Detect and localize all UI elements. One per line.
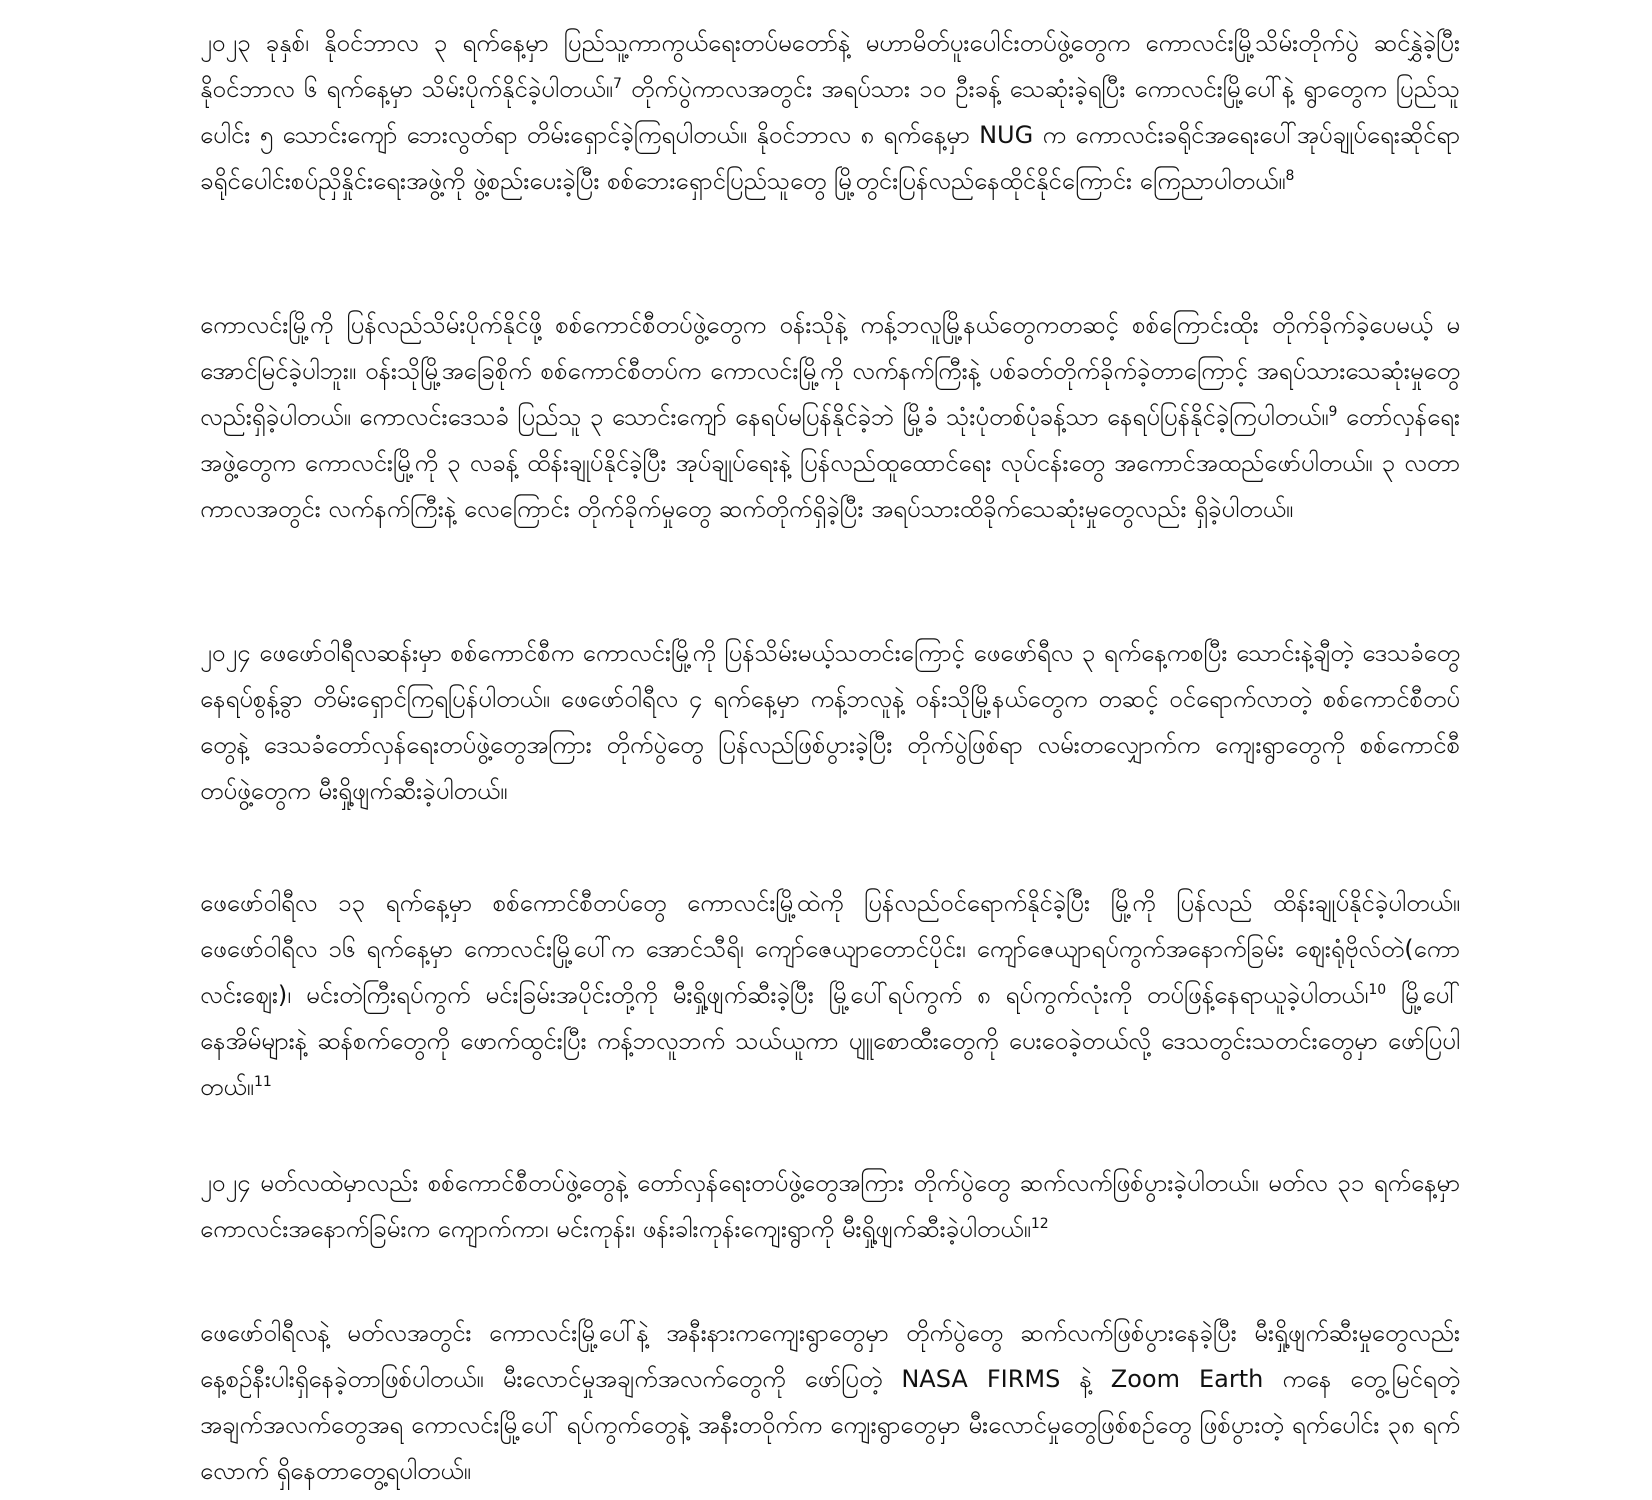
footnote-ref[interactable]: 9 bbox=[1328, 404, 1338, 420]
paragraph-text: ၂၀၂၄ မတ်လထဲမှာလည်း စစ်ကောင်စီတပ်ဖွဲ့တွေနဲ့ တော်လှန်ရေးတပ်ဖွဲ့တွေအကြား တိုက်ပွဲတွေ ဆက်လက်ဖြစ်ပွားခဲ့ပါတယ်။ မတ်လ ၃၁ ရက်နေ့မှာ ကောလင်းအနောက်ခြမ်းက ကျောက်ကာ၊ မင်းကုန်း၊ ဖန်းခါးကုန်းကျေးရွာကို မီးရှို့ဖျက်ဆီးခဲ့ပါတယ်။ bbox=[200, 1169, 1460, 1243]
footnote-ref[interactable]: 10 bbox=[1368, 982, 1387, 998]
paragraph-text: မြို့ပေါ်နေအိမ်များနဲ့ ဆန်စက်တွေကို ဖောက်ထွင်းပြီး ကန့်ဘလူဘက် သယ်ယူကာ ပျူစောထီးတွေကို ပေးဝေခဲ့တယ်လို့ ဒေသတွင်းသတင်းတွေမှာ ဖော်ပြပါတယ်။ bbox=[200, 981, 1460, 1101]
footnote-ref[interactable]: 7 bbox=[612, 76, 622, 92]
paragraph-1 bbox=[200, 20, 1460, 204]
paragraph-text: ၂၀၂၃ ခုနှစ်၊ နိုဝင်ဘာလ ၃ ရက်နေ့မှာ ပြည်သူ့ကာကွယ်ရေးတပ်မတော်နဲ့ မဟာမိတ်ပူးပေါင်းတပ်ဖွဲ့တွေက ကောလင်းမြို့သိမ်းတိုက်ပွဲ ဆင်နွှဲခဲ့ပြီး နိုဝင်ဘာလ ၆ ရက်နေ့မှာ သိမ်းပိုက်နိုင်ခဲ့ပါတယ်။ bbox=[200, 29, 1460, 103]
paragraph-text: တိုက်ပွဲကာလအတွင်း အရပ်သား ၁၀ ဦးခန့် သေဆုံးခဲ့ရပြီး ကောလင်းမြို့ပေါ်နဲ့ ရွာတွေက ပြည်သူပေါင်း ၅ သောင်းကျော် ဘေးလွတ်ရာ တိမ်းရှောင်ခဲ့ကြရပါတယ်။ နိုဝင်ဘာလ ၈ ရက်နေ့မှာ NUG က ကောလင်းခရိုင်အရေးပေါ်အုပ်ချုပ်ရေးဆိုင်ရာ ခရိုင်ပေါင်းစပ်ညှိနှိုင်းရေးအဖွဲ့ကို ဖွဲ့စည်းပေးခဲ့ပြီး စစ်ဘေးရှောင်ပြည်သူတွေ မြို့တွင်းပြန်လည်နေထိုင်နိုင်ကြောင်း ကြေညာပါတယ်။ bbox=[200, 75, 1460, 195]
paragraph-6 bbox=[200, 1310, 1460, 1494]
footnote-ref[interactable]: 12 bbox=[1030, 1216, 1049, 1232]
paragraph-3 bbox=[200, 630, 1460, 814]
paragraph-text: ဖေဖော်ဝါရီလ ၁၃ ရက်နေ့မှာ စစ်ကောင်စီတပ်တွေ ကောလင်းမြို့ထဲကို ပြန်လည်ဝင်ရောက်နိုင်ခဲ့ပြီး မြို့ကို ပြန်လည် ထိန်းချုပ်နိုင်ခဲ့ပါတယ်။ ဖေဖော်ဝါရီလ ၁၆ ရက်နေ့မှာ ကောလင်းမြို့ပေါ်က အောင်သီရိ၊ ကျော်ဇေယျာတောင်ပိုင်း၊ ကျော်ဇေယျာရပ်ကွက်အနောက်ခြမ်း ဈေးရုံဗိုလ်တဲ(ကောလင်းဈေး)၊ မင်းတဲကြီးရပ်ကွက် မင်းခြမ်းအပိုင်းတို့ကို မီးရှို့ဖျက်ဆီးခဲ့ပြီး မြို့ပေါ်ရပ်ကွက် ၈ ရပ်ကွက်လုံးကို တပ်ဖြန့်နေရာယူခဲ့ပါတယ်၊ bbox=[200, 889, 1460, 1009]
footnote-ref[interactable]: 8 bbox=[1285, 168, 1295, 184]
paragraph-2 bbox=[200, 302, 1460, 532]
paragraph-text: တော်လှန်ရေးအဖွဲ့တွေက ကောလင်းမြို့ကို ၃ လခန့် ထိန်းချုပ်နိုင်ခဲ့ပြီး အုပ်ချုပ်ရေးနဲ့ ပြန်လည်ထူထောင်ရေး လုပ်ငန်းတွေ အကောင်အထည်ဖော်ပါတယ်။ ၃ လတာကာလအတွင်း လက်နက်ကြီးနဲ့ လေကြောင်း တိုက်ခိုက်မှုတွေ ဆက်တိုက်ရှိခဲ့ပြီး အရပ်သားထိခိုက်သေဆုံးမှုတွေလည်း ရှိခဲ့ပါတယ်။ bbox=[200, 403, 1460, 523]
paragraph-text: ကောလင်းမြို့ကို ပြန်လည်သိမ်းပိုက်နိုင်ဖို့ စစ်ကောင်စီတပ်ဖွဲ့တွေက ဝန်းသိုနဲ့ ကန့်ဘလူမြို့နယ်တွေကတဆင့် စစ်ကြောင်းထိုး တိုက်ခိုက်ခဲ့ပေမယ့် မအောင်မြင်ခဲ့ပါဘူး။ ဝန်းသိုမြို့အခြေစိုက် စစ်ကောင်စီတပ်က ကောလင်းမြို့ကို လက်နက်ကြီးနဲ့ ပစ်ခတ်တိုက်ခိုက်ခဲ့တာကြောင့် အရပ်သားသေဆုံးမှုတွေလည်းရှိခဲ့ပါတယ်။ ကောလင်းဒေသခံ ပြည်သူ ၃ သောင်းကျော် နေရပ်မပြန်နိုင်ခဲ့ဘဲ မြို့ခံ သုံးပုံတစ်ပုံခန့်သာ နေရပ်ပြန်နိုင်ခဲ့ကြပါတယ်။ bbox=[200, 311, 1460, 431]
footnote-ref[interactable]: 11 bbox=[253, 1074, 272, 1090]
paragraph-5 bbox=[200, 1160, 1460, 1252]
paragraph-4 bbox=[200, 880, 1460, 1110]
paragraph-text: ဖေဖော်ဝါရီလနဲ့ မတ်လအတွင်း ကောလင်းမြို့ပေါ်နဲ့ အနီးနားကကျေးရွာတွေမှာ တိုက်ပွဲတွေ ဆက်လက်ဖြစ်ပွားနေခဲ့ပြီး မီးရှို့ဖျက်ဆီးမှုတွေလည်း နေ့စဉ်နီးပါးရှိနေခဲ့တာဖြစ်ပါတယ်။ မီးလောင်မှုအချက်အလက်တွေကို ဖော်ပြတဲ့ NASA FIRMS နဲ့ Zoom Earth ကနေ တွေ့မြင်ရတဲ့အချက်အလက်တွေအရ ကောလင်းမြို့ပေါ် ရပ်ကွက်တွေနဲ့ အနီးတဝိုက်က ကျေးရွာတွေမှာ မီးလောင်မှုတွေဖြစ်စဉ်တွေ ဖြစ်ပွားတဲ့ ရက်ပေါင်း ၃၈ ရက်လောက် ရှိနေတာတွေ့ရပါတယ်။ bbox=[200, 1319, 1460, 1485]
paragraph-text: ၂၀၂၄ ဖေဖော်ဝါရီလဆန်းမှာ စစ်ကောင်စီက ကောလင်းမြို့ကို ပြန်သိမ်းမယ့်သတင်းကြောင့် ဖေဖော်ရီလ ၃ ရက်နေ့ကစပြီး သောင်းနဲ့ချီတဲ့ ဒေသခံတွေ နေရပ်စွန့်ခွာ တိမ်းရှောင်ကြရပြန်ပါတယ်။ ဖေဖော်ဝါရီလ ၄ ရက်နေ့မှာ ကန့်ဘလူနဲ့ ဝန်းသိုမြို့နယ်တွေက တဆင့် ဝင်ရောက်လာတဲ့ စစ်ကောင်စီတပ်တွေနဲ့ ဒေသခံတော်လှန်ရေးတပ်ဖွဲ့တွေအကြား တိုက်ပွဲတွေ ပြန်လည်ဖြစ်ပွားခဲ့ပြီး တိုက်ပွဲဖြစ်ရာ လမ်းတလျှောက်က ကျေးရွာတွေကို စစ်ကောင်စီတပ်ဖွဲ့တွေက မီးရှို့ဖျက်ဆီးခဲ့ပါတယ်။ bbox=[200, 639, 1460, 805]
